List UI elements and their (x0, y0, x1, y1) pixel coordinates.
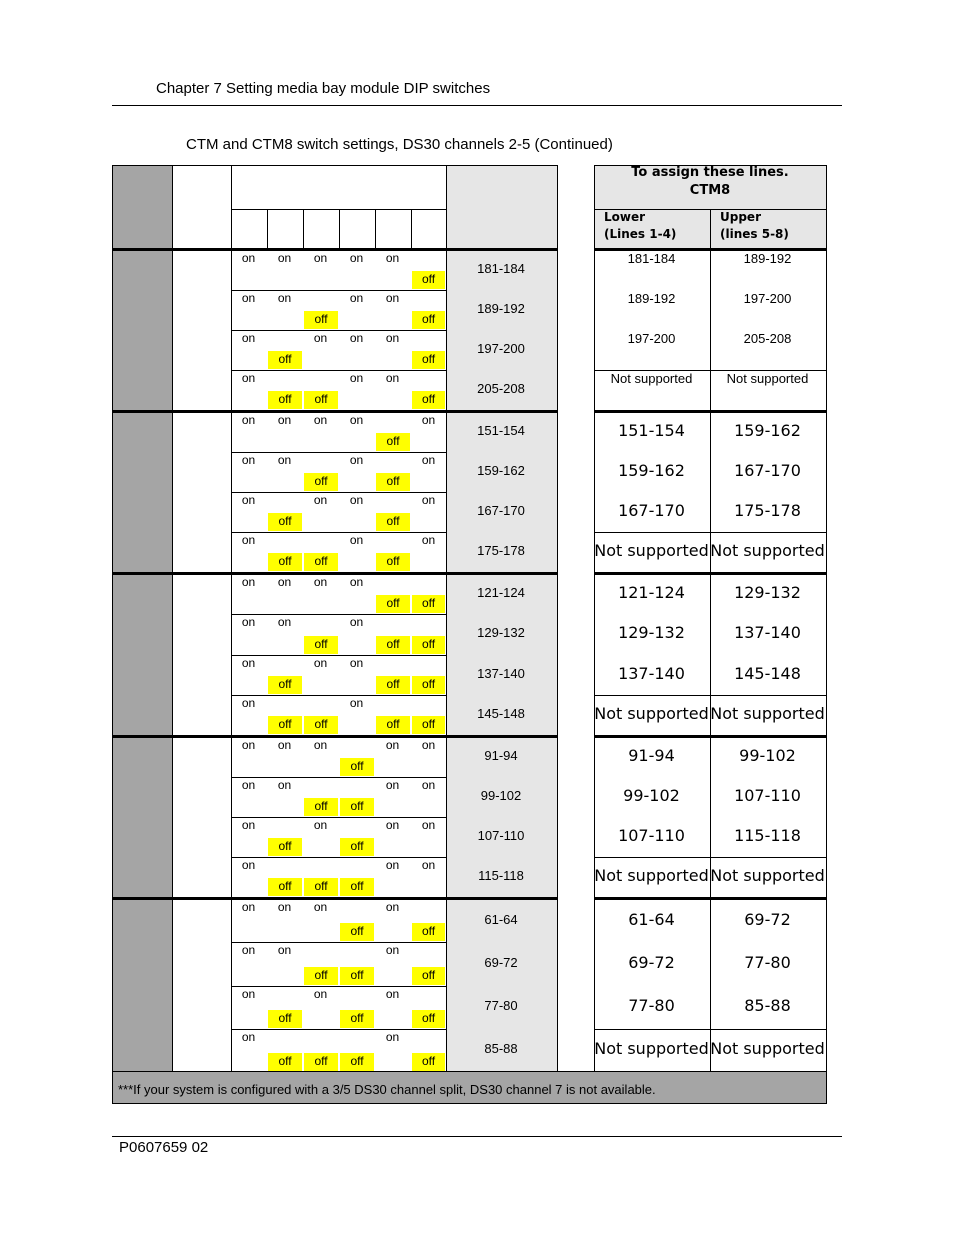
ctm8-lower-value: 91-94 (628, 746, 675, 765)
ctm8-upper-value: 85-88 (744, 996, 791, 1016)
ctm8-lower-value: 69-72 (628, 952, 675, 972)
ctm8-lower-value: 129-132 (618, 623, 685, 643)
switch-on-label: on (349, 331, 364, 345)
switch-on-label: on (241, 371, 256, 385)
range-value: 167-170 (477, 503, 525, 518)
ctm8-upper-value: Not supported (726, 371, 809, 386)
ctm8-lower-value: 121-124 (618, 583, 685, 603)
ctm8-lower-value: Not supported (594, 541, 709, 560)
switch-on-label: on (421, 493, 436, 507)
switch-off-box: off (340, 923, 374, 941)
ctm8-upper-value: Not supported (710, 703, 825, 723)
switch-off-box: off (412, 716, 445, 734)
switch-on-label: on (241, 858, 256, 872)
group-gray-cell (112, 250, 172, 410)
range-value: 121-124 (477, 585, 525, 601)
ctm8-upper-value: Not supported (710, 1039, 825, 1059)
header-top-line (112, 165, 557, 166)
switch-on-label: on (277, 575, 292, 589)
ctm8-upper-value: 77-80 (744, 952, 791, 972)
ctm-upper-label: Upper (720, 210, 761, 224)
ctm8-lower-value: 181-184 (627, 251, 676, 266)
ctm8-upper-value: 189-192 (743, 251, 792, 266)
switch-off-box: off (304, 311, 338, 329)
switch-on-label: on (277, 453, 292, 467)
switch-on-label: on (421, 533, 436, 547)
switch-on-label: on (385, 251, 400, 265)
switch-off-box: off (268, 1010, 302, 1028)
switch-on-label: on (241, 291, 256, 305)
switch-off-box: off (340, 1010, 374, 1028)
switch-on-label: on (277, 251, 292, 265)
switch-on-label: on (385, 738, 400, 752)
switch-on-label: on (421, 778, 436, 792)
range-value: 159-162 (477, 463, 525, 478)
range-value: 129-132 (477, 625, 525, 641)
switch-off-box: off (268, 513, 302, 531)
group-gray-cell (112, 574, 172, 735)
switch-off-box: off (376, 595, 410, 613)
switch-on-label: on (241, 575, 256, 589)
col-line-ctm-left (594, 165, 595, 1072)
range-value: 99-102 (480, 788, 522, 803)
switch-on-label: on (349, 413, 364, 427)
switch-on-label: on (277, 291, 292, 305)
ctm8-upper-value: 175-178 (734, 501, 801, 520)
switch-on-label: on (313, 900, 328, 914)
switch-off-box: off (268, 676, 302, 694)
switch-on-label: on (313, 575, 328, 589)
ctm-upper-sub: (lines 5-8) (720, 227, 789, 241)
ctm-header-subtitle: CTM8 (689, 183, 731, 198)
chapter-header: Chapter 7 Setting media bay module DIP switches (156, 80, 491, 97)
switch-on-label: on (385, 818, 400, 832)
switch-on-label: on (421, 453, 436, 467)
switch-on-label: on (241, 695, 256, 710)
switch-off-box: off (412, 595, 445, 613)
ctm8-upper-value: 145-148 (734, 663, 801, 683)
switch-off-box: off (376, 433, 410, 451)
ctm8-upper-value: 99-102 (739, 746, 796, 765)
ctm8-lower-value: Not supported (594, 703, 709, 723)
switch-on-label: on (313, 493, 328, 507)
switch-off-box: off (412, 271, 445, 289)
switch-off-box: off (376, 676, 410, 694)
ctm-lower-label: Lower (604, 210, 646, 224)
ctm8-upper-value: 159-162 (734, 421, 801, 440)
switch-off-box: off (412, 967, 445, 985)
switch-on-label: on (313, 818, 328, 832)
switch-on-label: on (385, 943, 400, 958)
col-line-left (112, 165, 113, 1103)
range-value: 189-192 (477, 301, 525, 316)
switch-off-box: off (268, 553, 302, 571)
ctm8-upper-value: 137-140 (734, 623, 801, 643)
switch-off-box: off (376, 473, 410, 491)
range-value: 91-94 (484, 748, 518, 763)
ctm8-lower-value: 137-140 (618, 663, 685, 683)
switch-off-box: off (268, 1053, 302, 1071)
switch-on-label: on (241, 655, 256, 670)
switch-on-label: on (385, 331, 400, 345)
header-switch-col-line (339, 209, 340, 249)
switch-off-box: off (340, 838, 374, 856)
switch-on-label: on (421, 413, 436, 427)
ctm-lower-sub: (Lines 1-4) (604, 227, 677, 241)
group-gray-cell (112, 899, 172, 1072)
switch-off-box: off (304, 473, 338, 491)
switch-on-label: on (421, 818, 436, 832)
range-value: 151-154 (477, 423, 525, 438)
switch-on-label: on (241, 615, 256, 630)
switch-off-box: off (268, 391, 302, 409)
range-value: 145-148 (477, 705, 525, 721)
switch-off-box: off (412, 311, 445, 329)
header-switch-col-line (303, 209, 304, 249)
switch-off-box: off (304, 878, 338, 896)
group-gray-cell (112, 737, 172, 897)
switch-on-label: on (241, 453, 256, 467)
switch-on-label: on (241, 1029, 256, 1044)
switch-on-label: on (241, 493, 256, 507)
col-line-ctm-mid (710, 250, 711, 1072)
switch-off-box: off (376, 553, 410, 571)
switch-on-label: on (349, 615, 364, 630)
switch-on-label: on (241, 778, 256, 792)
switch-off-box: off (304, 967, 338, 985)
switch-on-label: on (385, 371, 400, 385)
range-value: 197-200 (477, 341, 525, 356)
switch-off-box: off (340, 967, 374, 985)
ctm8-lower-value: 99-102 (623, 786, 680, 805)
ctm8-lower-value: 159-162 (618, 461, 685, 480)
table-bottom-line (112, 1103, 827, 1104)
header-top-line-ctm (594, 165, 826, 166)
header-switch-col-line (411, 209, 412, 249)
switch-off-box: off (340, 878, 374, 896)
switch-off-box: off (412, 923, 445, 941)
switch-on-label: on (349, 695, 364, 710)
switch-on-label: on (421, 858, 436, 872)
switch-off-box: off (376, 513, 410, 531)
switch-on-label: on (349, 371, 364, 385)
switch-on-label: on (241, 986, 256, 1001)
switch-on-label: on (241, 900, 256, 914)
switch-on-label: on (277, 900, 292, 914)
switch-on-label: on (349, 251, 364, 265)
switch-on-label: on (349, 533, 364, 547)
switch-on-label: on (349, 453, 364, 467)
doc-number: P0607659 02 (119, 1139, 209, 1156)
ctm-header-title: To assign these lines. (631, 165, 789, 180)
table-caption: CTM and CTM8 switch settings, DS30 channels 2-5 (Continued) (186, 136, 613, 153)
switch-off-box: off (412, 391, 445, 409)
switch-on-label: on (241, 331, 256, 345)
switch-off-box: off (412, 1010, 445, 1028)
col-line-right (826, 165, 827, 1103)
ctm8-upper-value: 129-132 (734, 583, 801, 603)
switch-off-box: off (340, 1053, 374, 1071)
switch-on-label: on (241, 533, 256, 547)
switch-off-box: off (412, 676, 445, 694)
switch-on-label: on (313, 413, 328, 427)
switch-on-label: on (385, 1029, 400, 1044)
switch-on-label: on (277, 778, 292, 792)
switch-off-box: off (340, 798, 374, 816)
ctm8-lower-value: 107-110 (618, 826, 685, 845)
ctm8-lower-value: 61-64 (628, 909, 675, 929)
switch-off-box: off (304, 553, 338, 571)
range-value: 85-88 (484, 1041, 518, 1057)
footer-rule (112, 1136, 842, 1137)
ctm8-upper-value: 205-208 (743, 331, 792, 346)
switch-off-box: off (268, 878, 302, 896)
switch-off-box: off (412, 351, 445, 369)
col-line-sw (231, 165, 232, 1072)
ctm8-lower-value: 189-192 (627, 291, 676, 306)
switch-off-box: off (268, 351, 302, 369)
ctm8-lower-value: Not supported (594, 866, 709, 885)
footnote: ***If your system is configured with a 3/5 DS30 channel split, DS30 channel 7 is not available. (118, 1082, 656, 1097)
range-value: 205-208 (477, 381, 525, 396)
ctm8-lower-value: Not supported (610, 371, 693, 386)
range-value: 175-178 (477, 543, 525, 558)
range-value: 137-140 (477, 665, 525, 681)
switch-off-box: off (340, 758, 374, 776)
range-value: 115-118 (478, 868, 524, 883)
switch-on-label: on (385, 778, 400, 792)
switch-on-label: on (277, 615, 292, 630)
col-line-b (172, 165, 173, 1072)
switch-on-label: on (385, 900, 400, 914)
switch-off-box: off (304, 716, 338, 734)
switch-on-label: on (241, 738, 256, 752)
switch-on-label: on (313, 251, 328, 265)
switch-off-box: off (304, 391, 338, 409)
col-line-range (446, 165, 447, 1072)
ctm8-lower-value: 151-154 (618, 421, 685, 440)
header-range-cell (446, 165, 557, 250)
switch-on-label: on (385, 986, 400, 1001)
switch-on-label: on (349, 575, 364, 589)
switch-on-label: on (421, 738, 436, 752)
switch-off-box: off (376, 716, 410, 734)
switch-off-box: off (268, 838, 302, 856)
switch-off-box: off (304, 1053, 338, 1071)
ctm8-upper-value: 115-118 (734, 826, 801, 845)
ctm8-upper-value: 69-72 (744, 909, 791, 929)
switch-on-label: on (313, 331, 328, 345)
switch-on-label: on (277, 738, 292, 752)
switch-on-label: on (385, 858, 400, 872)
switch-on-label: on (313, 986, 328, 1001)
range-value: 69-72 (484, 954, 518, 970)
switch-on-label: on (385, 291, 400, 305)
switch-off-box: off (268, 716, 302, 734)
switch-on-label: on (313, 655, 328, 670)
switch-on-label: on (241, 943, 256, 958)
switch-off-box: off (412, 1053, 445, 1071)
group-gray-cell (112, 412, 172, 572)
switch-off-box: off (412, 636, 445, 654)
range-value: 107-110 (477, 828, 525, 843)
switch-on-label: on (277, 943, 292, 958)
switch-on-label: on (241, 251, 256, 265)
switch-on-label: on (349, 291, 364, 305)
switch-off-box: off (376, 636, 410, 654)
header-switch-col-line (375, 209, 376, 249)
switch-off-box: off (304, 636, 338, 654)
switch-on-label: on (277, 413, 292, 427)
switch-on-label: on (349, 493, 364, 507)
range-value: 61-64 (484, 911, 518, 927)
ctm8-lower-value: Not supported (594, 1039, 709, 1059)
header-switch-col-line (267, 209, 268, 249)
switch-on-label: on (241, 818, 256, 832)
ctm8-upper-value: 167-170 (734, 461, 801, 480)
switch-on-label: on (241, 413, 256, 427)
switch-on-label: on (313, 738, 328, 752)
header-ctm-mid-line (710, 209, 711, 249)
header-gray-cell (112, 165, 172, 250)
ctm8-upper-value: Not supported (710, 541, 825, 560)
range-value: 77-80 (484, 998, 518, 1014)
col-line-range-right (557, 165, 558, 1072)
ctm8-lower-value: 167-170 (618, 501, 685, 520)
ctm8-upper-value: Not supported (710, 866, 825, 885)
switch-on-label: on (349, 655, 364, 670)
switch-off-box: off (304, 798, 338, 816)
ctm8-lower-value: 197-200 (627, 331, 676, 346)
range-value: 181-184 (477, 261, 525, 276)
ctm8-upper-value: 197-200 (743, 291, 792, 306)
ctm8-upper-value: 107-110 (734, 786, 801, 805)
ctm8-lower-value: 77-80 (628, 996, 675, 1016)
